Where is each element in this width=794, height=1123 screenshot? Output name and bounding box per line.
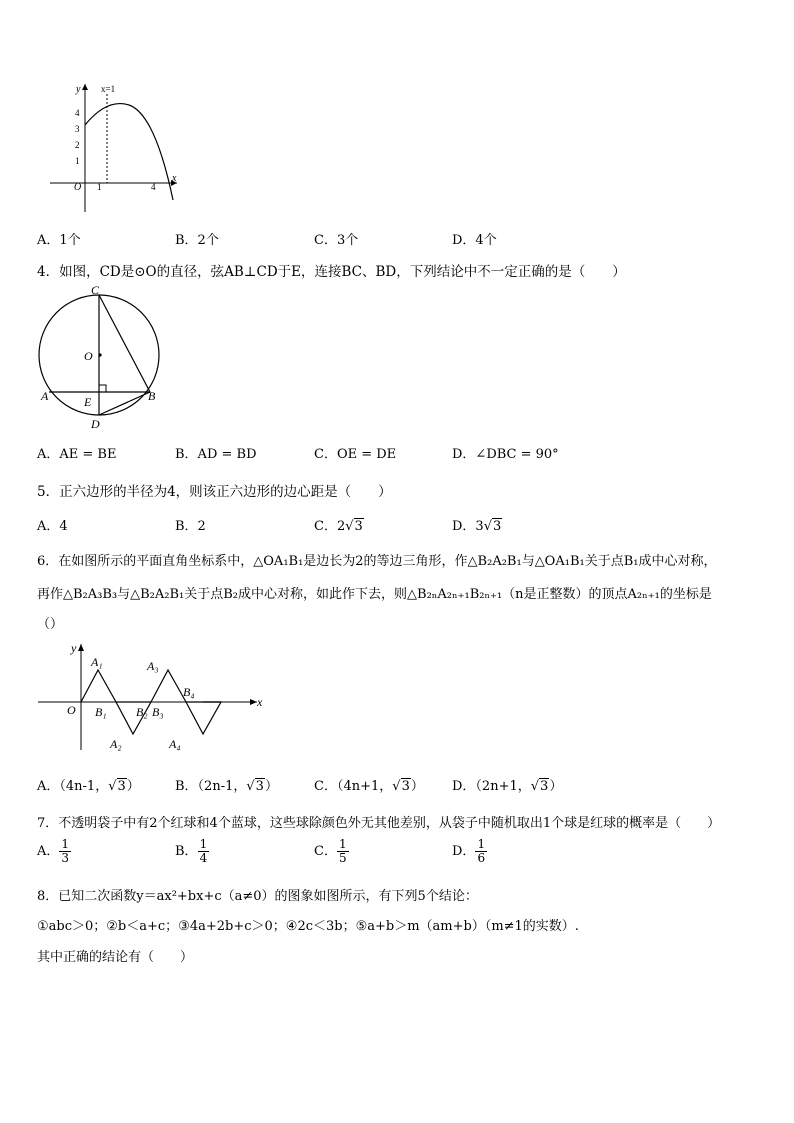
q7-option-d[interactable] xyxy=(452,838,487,865)
q3-ytick-4: 4 xyxy=(75,108,80,118)
q7-option-c-num: 1 xyxy=(338,837,347,851)
q3-ytick-2: 2 xyxy=(75,140,80,150)
q3-line-label: x=1 xyxy=(101,84,116,94)
q6-label-b4: B₄ xyxy=(183,685,195,699)
q6-option-d-close: ） xyxy=(549,779,563,794)
q5-option-a[interactable]: A．4 xyxy=(37,519,68,534)
q6-label-x: x xyxy=(257,695,263,709)
q3-parabola-graph xyxy=(45,80,195,215)
q8-stem: 8．已知二次函数y＝ax²+bx+c（a≠0）的图象如图所示，有下列5个结论： xyxy=(37,889,478,904)
q3-x-label: x xyxy=(172,173,177,184)
sqrt-icon: √ xyxy=(246,779,255,794)
q3-option-b[interactable]: B．2个 xyxy=(175,233,219,248)
q5-option-d-root: 3 xyxy=(493,519,502,534)
q4-option-b[interactable]: B．AD = BD xyxy=(175,447,257,462)
q7-option-c[interactable] xyxy=(314,838,349,865)
q6-option-c-text: C．（4n+1， xyxy=(314,779,393,794)
q6-label-a2: A₂ xyxy=(110,737,122,751)
q3-xtick-4: 4 xyxy=(151,182,156,192)
sqrt-icon: √ xyxy=(530,779,540,794)
q5-option-b[interactable]: B．2 xyxy=(175,519,206,534)
sqrt-icon: √ xyxy=(108,779,117,794)
q4-label-d: D xyxy=(91,417,100,431)
q8-ask: 其中正确的结论有（ ） xyxy=(37,950,194,965)
q4-option-d[interactable]: D．∠DBC = 90° xyxy=(452,447,559,462)
q4-label-b: B xyxy=(148,389,156,403)
q3-option-c[interactable]: C．3个 xyxy=(314,233,359,248)
sqrt-icon: √ xyxy=(392,779,401,794)
q7-option-b-label: B． xyxy=(175,844,198,859)
q6-stem-line3: （） xyxy=(37,617,64,632)
q6-label-b2: B₂ xyxy=(136,705,148,719)
q6-option-b-root: 3 xyxy=(255,779,264,794)
q6-option-b-text: B．（2n-1， xyxy=(175,779,247,794)
q6-label-a4: A₄ xyxy=(169,737,181,751)
q7-option-a-num: 1 xyxy=(61,837,70,851)
q6-label-y: y xyxy=(71,641,77,655)
q6-option-b-close: ） xyxy=(264,779,278,794)
q3-xtick-1: 1 xyxy=(97,182,102,192)
q7-option-c-label: C． xyxy=(314,844,337,859)
q3-origin: O xyxy=(74,182,82,193)
q5-stem: 5．正六边形的半径为4，则该正六边形的边心距是（ ） xyxy=(37,484,392,500)
q7-option-b[interactable] xyxy=(175,838,209,865)
q8-conclusions: ①abc＞0；②b＜a+c；③4a+2b+c＞0；④2c＜3b；⑤a+b＞m（am+b）（m≠1的实数）. xyxy=(37,919,579,934)
sqrt-icon: √ xyxy=(345,519,354,534)
q6-label-b1: B₁ xyxy=(95,705,107,719)
q6-label-o: O xyxy=(67,703,76,717)
q7-option-a-fraction xyxy=(59,838,71,865)
q4-label-c: C xyxy=(91,283,100,297)
q7-option-b-den: 4 xyxy=(199,851,208,865)
q6-option-c-root: 3 xyxy=(401,779,410,794)
q6-zigzag-figure xyxy=(35,640,270,755)
q6-label-a1: A₁ xyxy=(91,655,103,669)
q6-option-a-text: A．（4n-1， xyxy=(37,779,109,794)
q7-option-c-fraction xyxy=(337,838,349,865)
q7-option-a[interactable] xyxy=(37,838,71,865)
q3-y-label: y xyxy=(76,84,81,95)
q5-option-d[interactable] xyxy=(452,515,502,534)
q3-option-d[interactable]: D．4个 xyxy=(452,233,497,248)
q7-option-d-fraction xyxy=(475,838,487,865)
q6-option-c-close: ） xyxy=(410,779,424,794)
q4-option-a[interactable]: A．AE = BE xyxy=(37,447,117,462)
q3-ytick-1: 1 xyxy=(75,156,80,166)
q6-option-a-root: 3 xyxy=(117,779,126,794)
q3-option-a[interactable]: A．1个 xyxy=(37,233,81,248)
q4-stem: 4．如图，CD是⊙O的直径，弦AB⊥CD于E，连接BC、BD，下列结论中不一定正确的是（ ） xyxy=(37,264,626,280)
q6-label-b3: B₃ xyxy=(152,705,164,719)
q4-option-c[interactable]: C．OE = DE xyxy=(314,447,397,462)
q6-stem-line1: 6．在如图所示的平面直角坐标系中，△OA₁B₁是边长为2的等边三角形，作△B₂A₂B₁与△OA₁B₁关于点B₁成中心对称， xyxy=(37,554,717,569)
q4-label-e: E xyxy=(84,395,92,409)
q5-option-c[interactable] xyxy=(314,515,364,534)
q6-option-b[interactable] xyxy=(175,775,278,794)
q6-option-d-root: 3 xyxy=(540,779,549,794)
q7-option-b-fraction xyxy=(198,838,210,865)
q6-stem-line2: 再作△B₂A₃B₃与△B₂A₂B₁关于点B₂成中心对称，如此作下去，则△B₂ₙA₂ₙ₊₁B₂ₙ₊₁（n是正整数）的顶点A₂ₙ₊₁的坐标是 xyxy=(37,587,712,602)
q6-option-a[interactable] xyxy=(37,775,140,794)
q7-option-c-den: 5 xyxy=(338,851,347,865)
q6-option-a-close: ） xyxy=(126,779,140,794)
q7-stem: 7．不透明袋子中有2个红球和4个蓝球，这些球除颜色外无其他差别，从袋子中随机取出1个球是红球的概率是（ ） xyxy=(37,816,721,831)
q5-option-c-root: 3 xyxy=(354,519,363,534)
q6-option-d-text: D．（2n+1， xyxy=(452,779,531,794)
q6-label-a3: A₃ xyxy=(147,659,159,673)
q7-option-d-num: 1 xyxy=(477,837,486,851)
q4-label-a: A xyxy=(41,389,49,403)
sqrt-icon: √ xyxy=(483,519,492,534)
q3-ytick-3: 3 xyxy=(75,124,80,134)
q7-option-a-label: A． xyxy=(37,844,60,859)
q5-option-d-prefix: D．3 xyxy=(452,519,484,534)
q7-option-b-num: 1 xyxy=(199,837,208,851)
q7-option-d-label: D． xyxy=(452,844,476,859)
q6-option-d[interactable] xyxy=(452,775,562,794)
q7-option-d-den: 6 xyxy=(477,851,486,865)
q4-label-o: O xyxy=(84,349,93,363)
q7-option-a-den: 3 xyxy=(61,851,70,865)
q5-option-c-prefix: C．2 xyxy=(314,519,346,534)
q6-option-c[interactable] xyxy=(314,775,424,794)
q4-circle-figure xyxy=(35,282,165,432)
